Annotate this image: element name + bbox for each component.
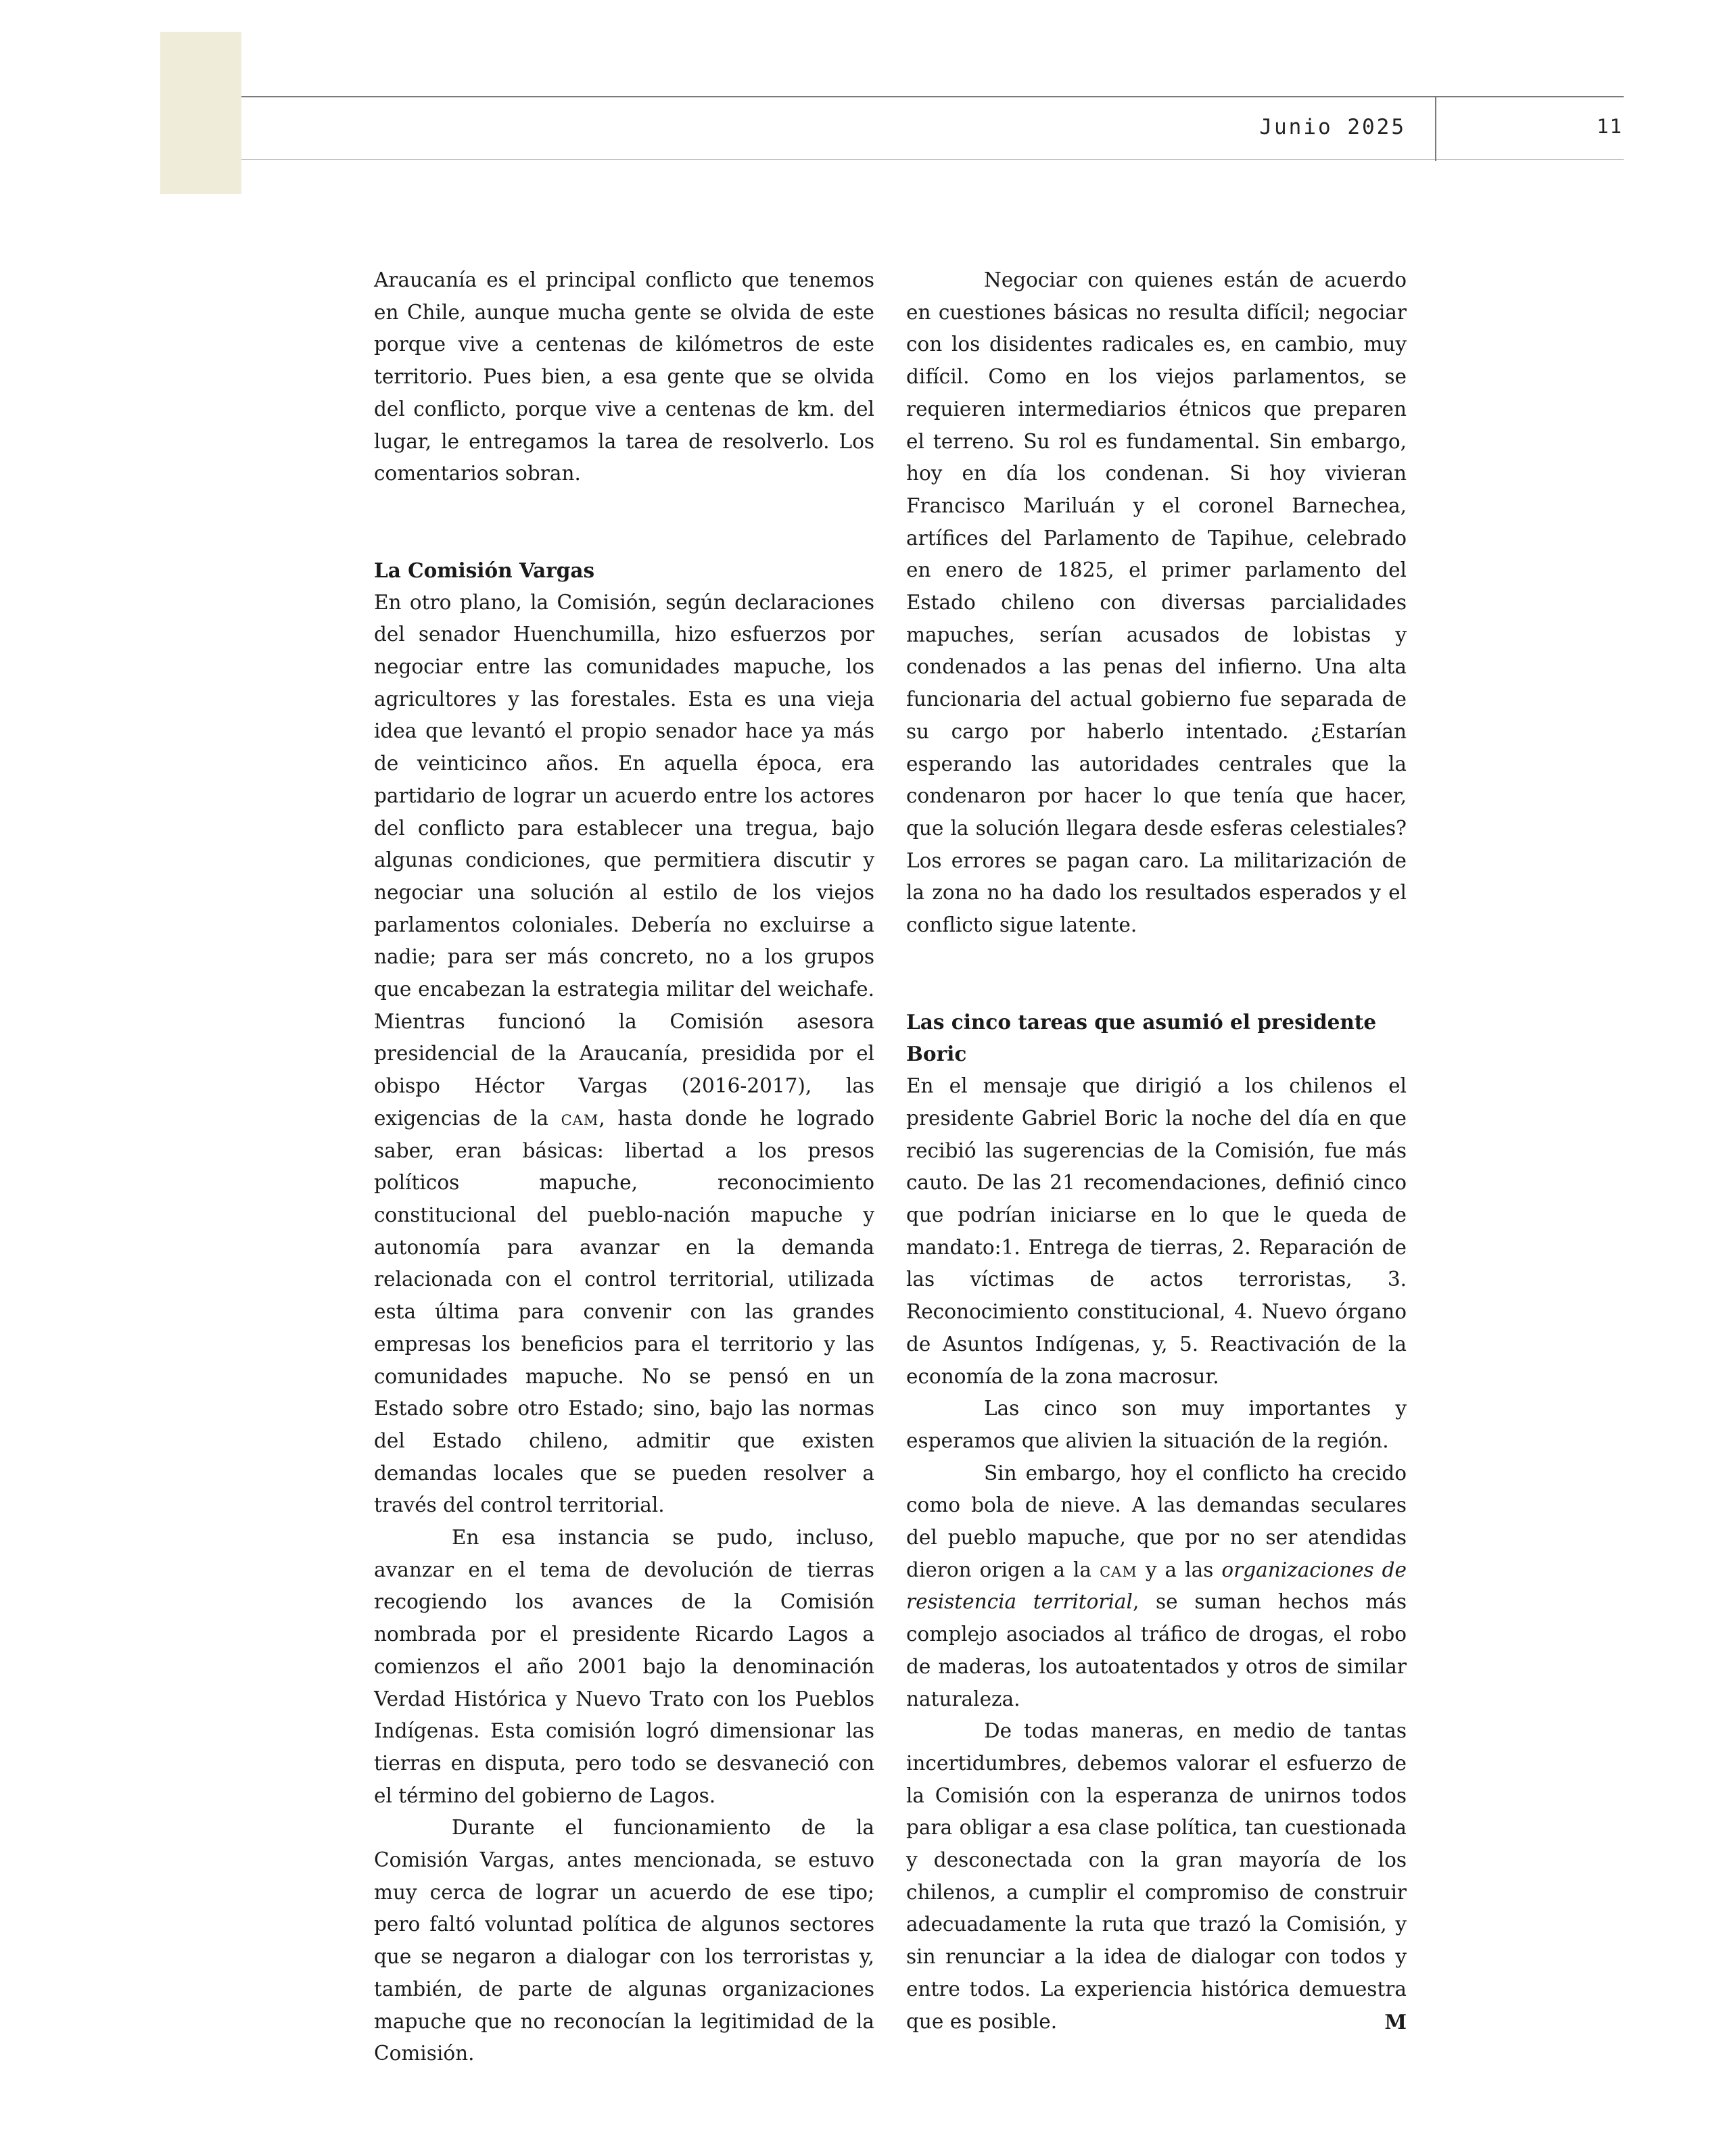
header-divider: [1435, 96, 1436, 161]
body-paragraph: [906, 1715, 1407, 2038]
page-number: 11: [1597, 115, 1623, 138]
corner-color-block: [160, 32, 241, 194]
body-paragraph: En el mensaje que dirigió a los chilenos el presidente Gabriel Boric la noche del día en que recibió las sugerencias de la Comisión, fue más cauto. De las 21 recomendaciones, definió cinco que podrían iniciarse en lo que le queda de mandato:1. Entrega de tierras, 2. Reparación de las víctimas de actos terroristas, 3. Reconocimiento constitucional, 4. Nuevo órgano de Asuntos Indígenas, y, 5. Reactivación de la economía de la zona macrosur.: [906, 1074, 1407, 1388]
text-run: , se suman hechos más complejo asociados al tráfico de drogas, el robo de maderas, los autoatentados y otros de similar naturaleza.: [906, 1590, 1407, 1710]
body-paragraph: [906, 1458, 1407, 1716]
text-run: Sin embargo, hoy el conflicto ha crecido como bola de nieve. A las demandas seculares del pueblo mapuche, que por no ser atendidas dieron origen a la: [906, 1461, 1407, 1581]
body-paragraph: Durante el funcionamiento de la Comisión Vargas, antes mencionada, se estuvo muy cerca de lograr un acuerdo de ese tipo; pero faltó voluntad política de algunos sectores que se negaron a dialogar con los terroristas y, también, de parte de algunas organizaciones mapuche que no reconocían la legitimidad de la Comisión.: [374, 1816, 874, 2065]
section-spacer: [374, 490, 874, 554]
text-run: y a las: [1137, 1558, 1222, 1581]
end-of-article-mark: M: [1384, 2009, 1407, 2034]
header-bottom-rule: [241, 159, 1624, 160]
issue-date: Junio 2025: [1259, 115, 1406, 139]
text-run: En otro plano, la Comisión, según declaraciones del senador Huenchumilla, hizo esfuerzos por negociar entre las comunidades mapuche, los agricultores y las forestales. Esta es una vieja idea que levantó el propio senador hace ya más de veinticinco años. En aquella época, era partidario de lograr un acuerdo entre los actores del conflicto para establecer una tregua, bajo algunas condiciones, que permitiera discutir y negociar una solución al estilo de los viejos parlamentos coloniales. Debería no excluirse a nadie; para ser más concreto, no a los grupos que encabezan la estrategia militar del weichafe. Mientras funcionó la Comisión asesora presidencial de la Araucanía, presidida por el obispo Héctor Vargas (2016-2017), las exigencias de la: [374, 590, 874, 1130]
text-run: , hasta donde he logrado saber, eran básicas: libertad a los presos políticos mapuche, reconocimiento constitucional del pueblo-nación mapuche y autonomía para avanzar en la demanda relacionada con el control territorial, utilizada esta última para convenir con las grandes empresas los beneficios para el territorio y las comunidades mapuche. No se pensó en un Estado sobre otro Estado; sino, bajo las normas del Estado chileno, admitir que existen demandas locales que se pueden resolver a través del control territorial.: [374, 1106, 874, 1517]
section-heading-cinco-tareas: Las cinco tareas que asumió el presidente Boric: [906, 1009, 1377, 1066]
body-paragraph: [374, 587, 874, 1522]
right-column: [906, 264, 1407, 2038]
text-run: De todas maneras, en medio de tantas incertidumbres, debemos valorar el esfuerzo de la Comisión con la esperanza de unirnos todos para obligar a esa clase política, tan cuestionada y desconectada con la gran mayoría de los chilenos, a cumplir el compromiso de construir adecuadamente la ruta que trazó la Comisión, y sin renunciar a la idea de dialogar con todos y entre todos. La experiencia histórica demuestra que es posible.: [906, 1719, 1407, 2033]
intro-paragraph: Araucanía es el principal conflicto que tenemos en Chile, aunque mucha gente se olvida de este porque vive a centenas de kilómetros de este territorio. Pues bien, a esa gente que se olvida del conflicto, porque vive a centenas de km. del lugar, le entregamos la tarea de resolverlo. Los comentarios sobran.: [374, 268, 874, 485]
body-paragraph: Negociar con quienes están de acuerdo en cuestiones básicas no resulta difícil; negociar con los disidentes radicales es, en cambio, muy difícil. Como en los viejos parlamentos, se requieren intermediarios étnicos que preparen el terreno. Su rol es fundamental. Sin embargo, hoy en día los condenan. Si hoy vivieran Francisco Mariluán y el coronel Barnechea, artífices del Parlamento de Tapihue, celebrado en enero de 1825, el primer parlamento del Estado chileno con diversas parcialidades mapuches, serían acusados de lobistas y condenados a las penas del infierno. Una alta funcionaria del actual gobierno fue separada de su cargo por haberlo intentado. ¿Estarían esperando las autoridades centrales que la condenaron por hacer lo que tenía que hacer, que la solución llegara desde esferas celestiales? Los errores se pagan caro. La militarización de la zona no ha dado los resultados esperados y el conflicto sigue latente.: [906, 268, 1407, 937]
acronym-cam: cam: [561, 1106, 599, 1130]
body-paragraph: Las cinco son muy importantes y esperamos que alivien la situación de la región.: [906, 1397, 1407, 1452]
italic-phrase: organizaciones de resistencia territorial: [906, 1558, 1407, 1614]
section-spacer: [906, 942, 1407, 1006]
section-heading-comision-vargas: La Comisión Vargas: [374, 558, 595, 582]
header-top-rule: [241, 96, 1624, 97]
acronym-cam: cam: [1100, 1558, 1137, 1581]
body-paragraph: En esa instancia se pudo, incluso, avanzar en el tema de devolución de tierras recogiendo los avances de la Comisión nombrada por el presidente Ricardo Lagos a comienzos el año 2001 bajo la denominación Verdad Histórica y Nuevo Trato con los Pueblos Indígenas. Esta comisión logró dimensionar las tierras en disputa, pero todo se desvaneció con el término del gobierno de Lagos.: [374, 1526, 874, 1807]
left-column: [374, 264, 874, 2070]
